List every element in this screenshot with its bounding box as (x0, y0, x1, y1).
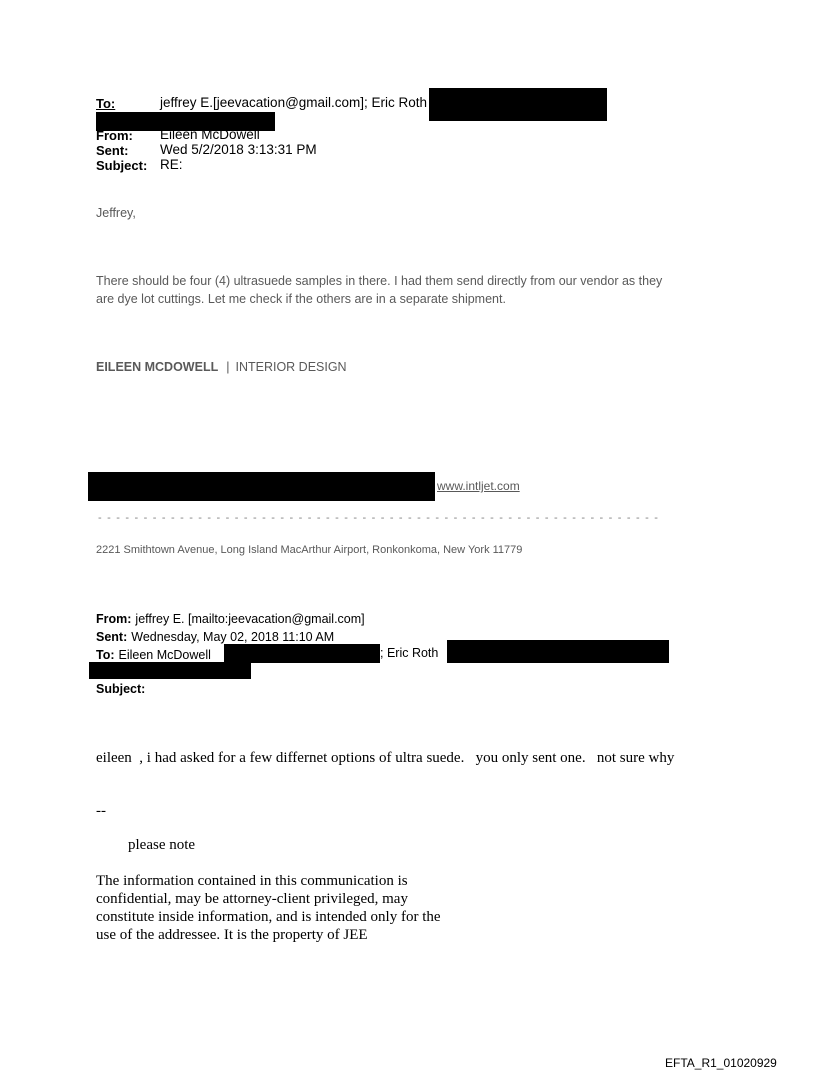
greeting: Jeffrey, (96, 206, 136, 220)
reply-body-line-1: There should be four (4) ultrasuede samples in there. I had them send directly from our vendor as they (96, 274, 663, 288)
document-id: EFTA_R1_01020929 (665, 1056, 777, 1070)
confidentiality-disclaimer: The information contained in this communication is confidential, may be attorney-client privileged, may constitute inside information, and is intended only for the use of the addressee. It is the property of JEE (96, 873, 441, 943)
redaction-box (224, 644, 380, 663)
redaction-box (447, 640, 669, 663)
signature-separator: | (226, 360, 230, 374)
reply-body-line-2: are dye lot cuttings. Let me check if the others are in a separate shipment. (96, 292, 506, 306)
signature-divider: - - - - - - - - - - - - - - - - - - - - - - - - - - - - - - - - - - - - - - - - - - - - - - - - - - - - - - - - - - - - - - (98, 512, 660, 524)
from-label: From: (96, 128, 133, 143)
quoted-from-value: jeffrey E. [mailto:jeevacation@gmail.com] (135, 612, 365, 626)
subject-value: RE: (160, 157, 183, 172)
quoted-from-line (96, 610, 365, 628)
to-label: To: (96, 96, 116, 111)
to-value: jeffrey E.[jeevacation@gmail.com]; Eric Roth (160, 95, 428, 110)
sig-dashes: -- (96, 803, 106, 819)
quoted-from-label: From: (96, 612, 132, 626)
signature-address: 2221 Smithtown Avenue, Long Island MacArthur Airport, Ronkonkoma, New York 11779 (96, 544, 523, 556)
signature-title: INTERIOR DESIGN (235, 360, 347, 374)
redaction-box (89, 662, 251, 679)
quoted-subject-label: Subject: (96, 682, 146, 696)
redaction-box (88, 472, 435, 501)
redaction-box (429, 88, 607, 121)
quoted-message: eileen , i had asked for a few differnet options of ultra suede. you only sent one. not sure why (96, 750, 675, 766)
quoted-to-value-1: Eileen McDowell (118, 648, 211, 662)
website-link[interactable]: www.intljet.com (437, 479, 520, 493)
from-value: Eileen McDowell (160, 127, 260, 142)
please-note: please note (128, 837, 196, 853)
signature-line (96, 358, 347, 376)
quoted-sent-value: Wednesday, May 02, 2018 11:10 AM (131, 630, 335, 644)
quoted-sent-label: Sent: (96, 630, 128, 644)
signature-name: EILEEN MCDOWELL (96, 360, 219, 374)
quoted-to-label: To: (96, 648, 115, 662)
quoted-to-value-2: ; Eric Roth (380, 646, 439, 660)
sent-label: Sent: (96, 143, 129, 158)
sent-value: Wed 5/2/2018 3:13:31 PM (160, 142, 317, 157)
subject-label: Subject: (96, 158, 148, 173)
